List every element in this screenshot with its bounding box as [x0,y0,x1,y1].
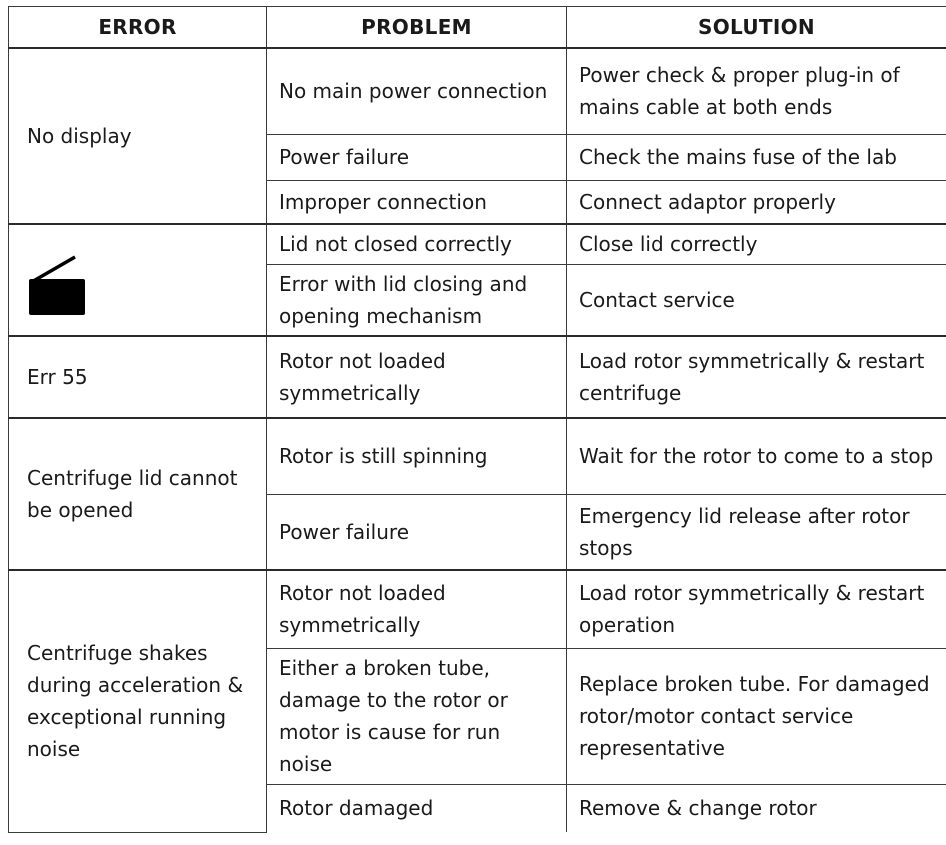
error-cell: Centrifuge shakes during acceleration & exceptional running noise [9,570,267,832]
table-row [9,570,946,648]
problem-cell: No main power connection [267,48,567,134]
solution-cell: Power check & proper plug-in of mains cable at both ends [567,48,946,134]
solution-cell: Connect adaptor properly [567,180,946,224]
error-cell: Centrifuge lid cannot be opened [9,418,267,570]
solution-cell: Contact service [567,264,946,336]
problem-cell: Power failure [267,494,567,570]
table-row [9,336,946,418]
problem-cell: Error with lid closing and opening mechanism [267,264,567,336]
header-error: ERROR [9,7,267,49]
header-row [9,7,946,49]
solution-cell: Replace broken tube. For damaged rotor/motor contact service representative [567,648,946,784]
table-row [9,224,946,264]
error-cell: Err 55 [9,336,267,418]
problem-cell: Improper connection [267,180,567,224]
problem-cell: Rotor damaged [267,784,567,832]
table-row [9,48,946,134]
problem-cell: Power failure [267,134,567,180]
header-problem: PROBLEM [267,7,567,49]
problem-cell: Rotor not loaded symmetrically [267,336,567,418]
solution-cell: Check the mains fuse of the lab [567,134,946,180]
solution-cell: Load rotor symmetrically & restart centrifuge [567,336,946,418]
error-cell [9,224,267,336]
error-cell: No display [9,48,267,224]
troubleshooting-table [8,6,946,833]
solution-cell: Load rotor symmetrically & restart operation [567,570,946,648]
table-row [9,418,946,494]
solution-cell: Remove & change rotor [567,784,946,832]
header-solution: SOLUTION [567,7,946,49]
solution-cell: Close lid correctly [567,224,946,264]
lid-open-icon [27,245,87,315]
problem-cell: Rotor not loaded symmetrically [267,570,567,648]
solution-cell: Emergency lid release after rotor stops [567,494,946,570]
solution-cell: Wait for the rotor to come to a stop [567,418,946,494]
problem-cell: Rotor is still spinning [267,418,567,494]
problem-cell: Lid not closed correctly [267,224,567,264]
problem-cell: Either a broken tube, damage to the rotor or motor is cause for run noise [267,648,567,784]
